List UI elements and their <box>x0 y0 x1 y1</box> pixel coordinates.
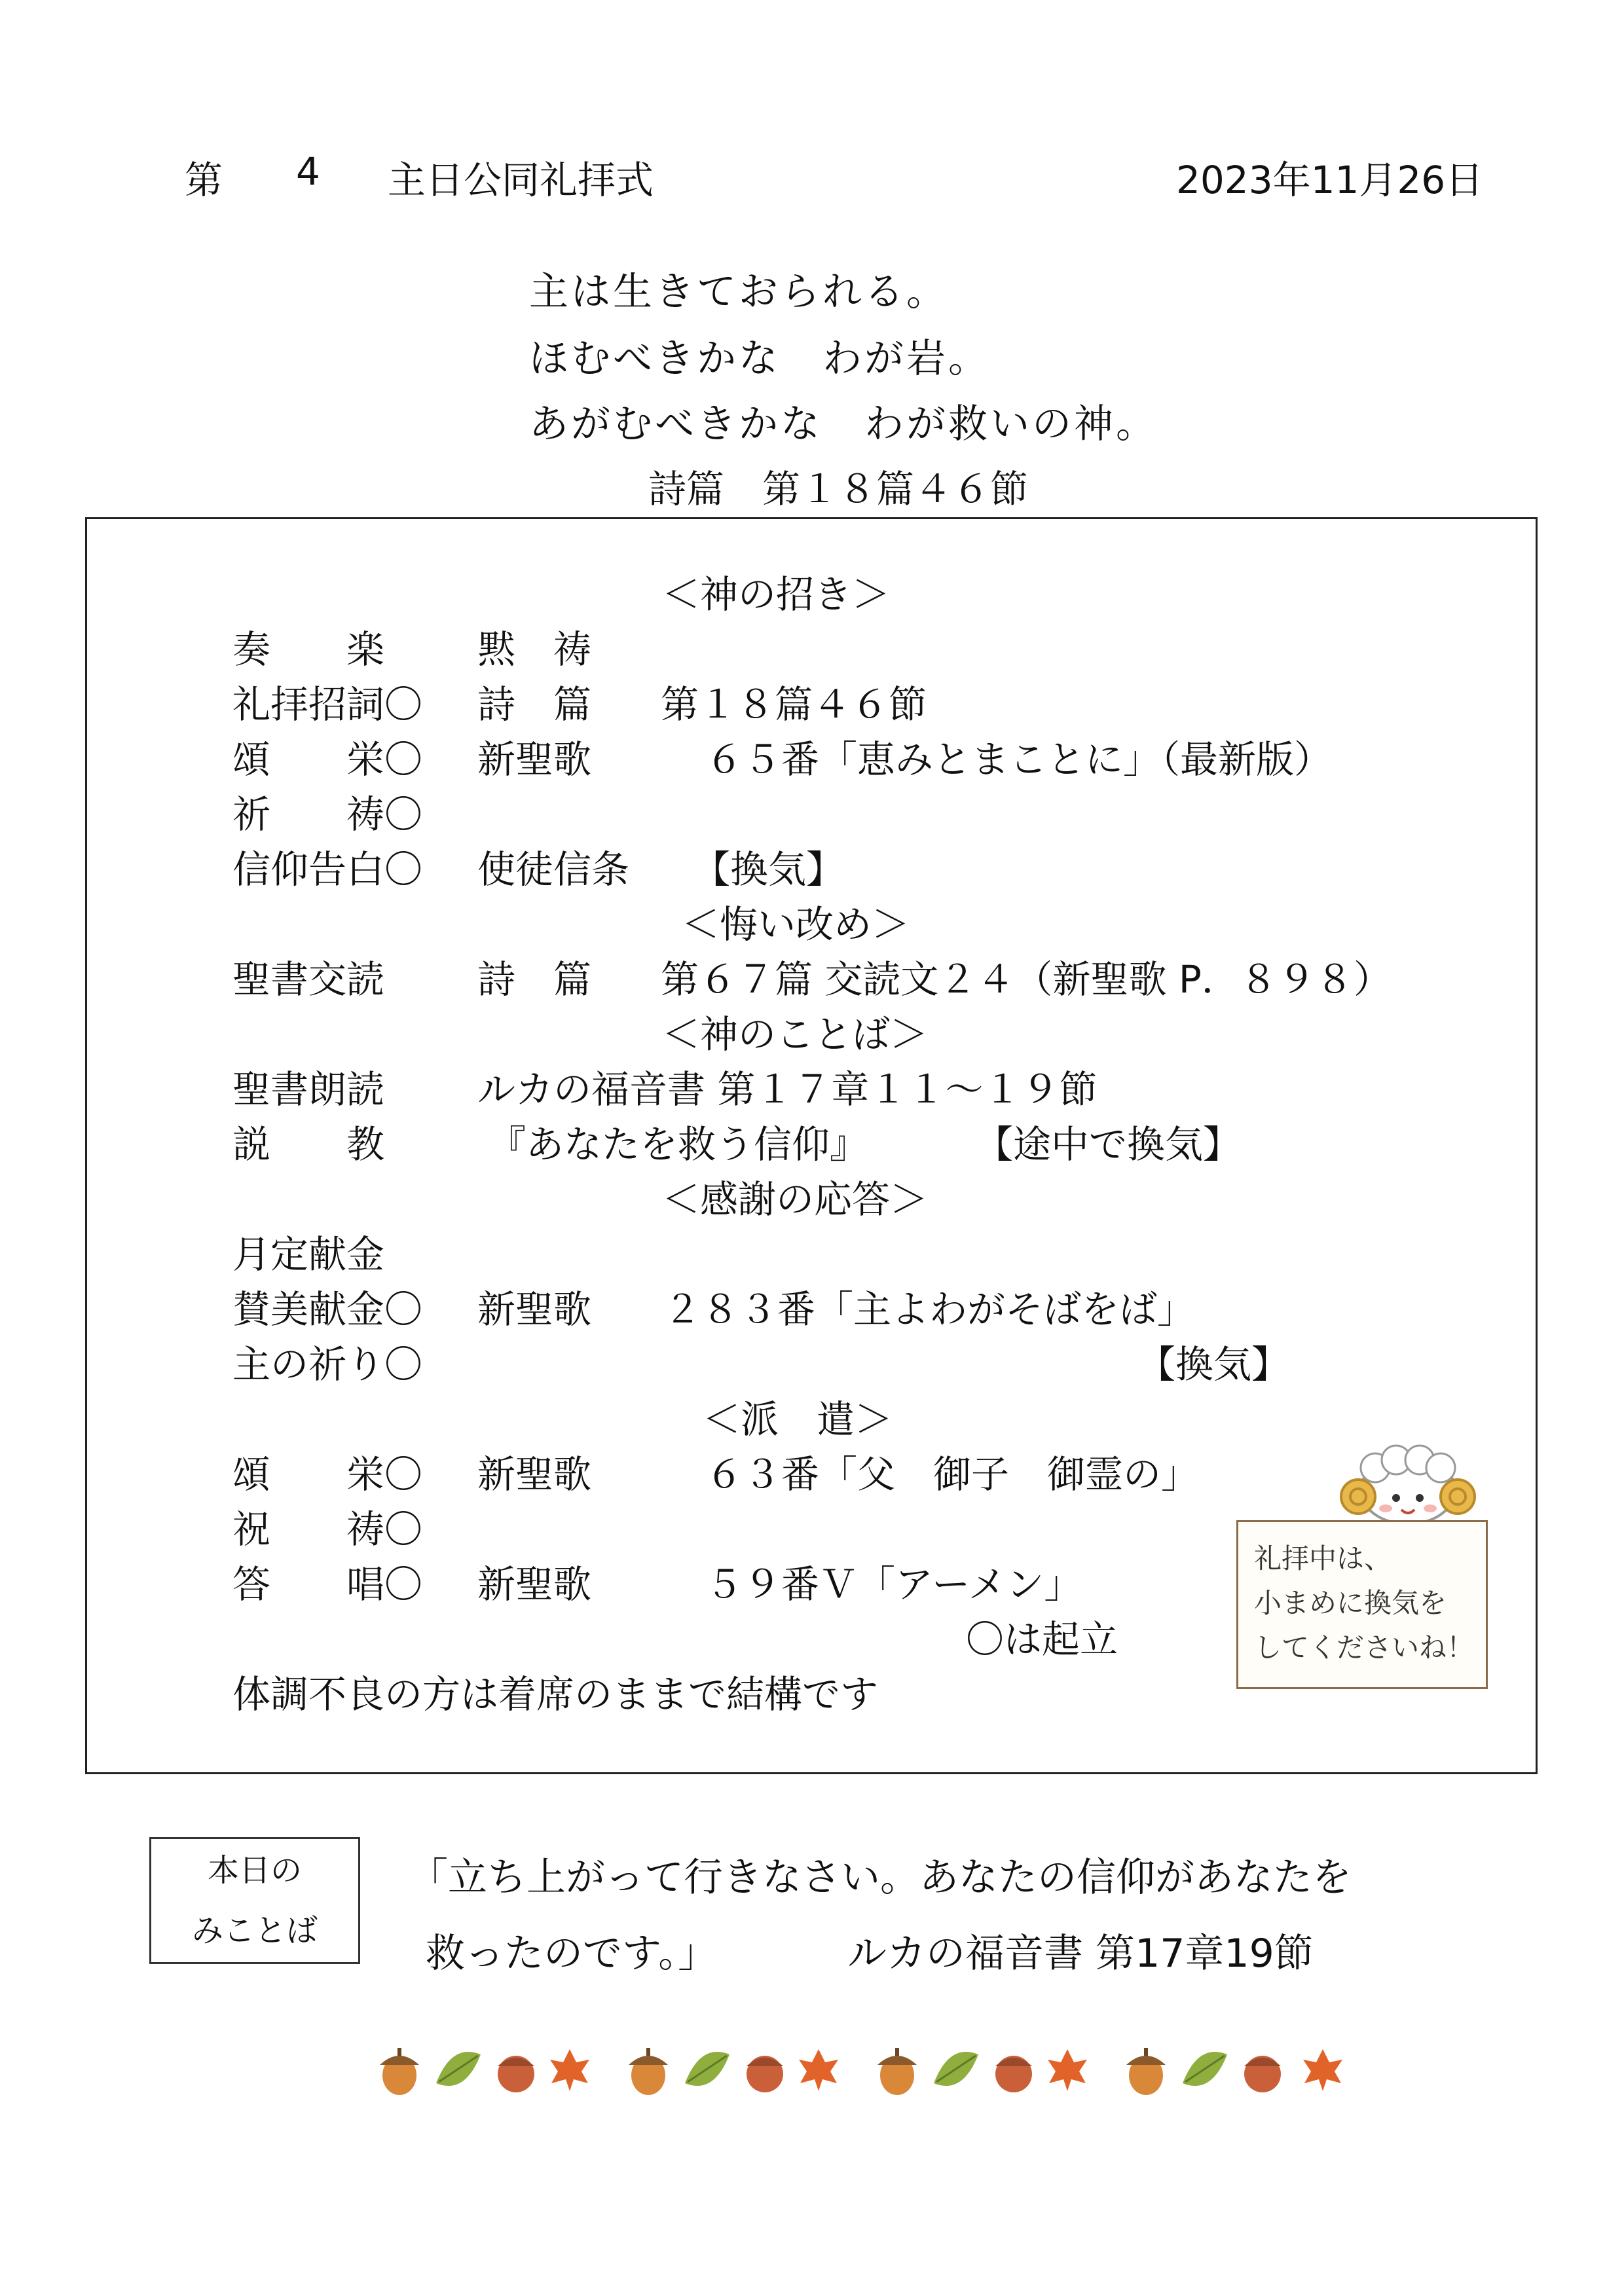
ventilation-note <box>1236 1520 1488 1689</box>
row-label: 賛美献金〇 <box>232 1287 423 1332</box>
row-label: 祈 祷〇 <box>232 792 423 837</box>
row-extra: ２８３番「主よわがそばをば」 <box>663 1287 1196 1332</box>
leaf-icon <box>685 2052 729 2086</box>
row-label: 月定献金 <box>232 1232 385 1277</box>
leaf-icon <box>436 2052 481 2086</box>
row-extra: ６３番「父 御子 御霊の」 <box>705 1452 1200 1497</box>
autumn-leaf-border <box>373 2036 1369 2102</box>
row-label: 答 唱〇 <box>232 1562 423 1607</box>
section-response: ＜感謝の応答＞ <box>662 1177 929 1222</box>
row-label: 頌 栄〇 <box>232 1452 423 1497</box>
standing-note: 〇は起立 <box>966 1617 1118 1662</box>
row-label: 聖書朗読 <box>232 1067 385 1112</box>
row-detail: 新聖歌 <box>477 737 592 782</box>
note-line: 小まめに換気を <box>1254 1587 1447 1619</box>
leaf-icon <box>934 2052 978 2086</box>
leaf-icon <box>1183 2052 1227 2086</box>
todays-word-label-line2: みことば <box>191 1912 318 1949</box>
row-detail: 使徒信条 <box>477 847 630 892</box>
row-label: 頌 栄〇 <box>232 737 423 782</box>
row-label: 祝 祷〇 <box>232 1507 423 1552</box>
row-detail: 新聖歌 <box>477 1562 592 1607</box>
section-call: ＜神の招き＞ <box>662 572 891 617</box>
maple-leaf-icon <box>550 2049 589 2091</box>
acorn-icon <box>380 2048 419 2095</box>
row-extra: 第６７篇 交読文２４（新聖歌 P．８９８） <box>661 957 1392 1002</box>
todays-word-line2: 救ったのです。」 <box>426 1931 718 1977</box>
row-label: 説 教 <box>232 1122 385 1167</box>
service-date: 2023年11月26日 <box>1176 158 1484 202</box>
verse-line-2: ほむべきかな わが岩。 <box>529 336 990 382</box>
todays-word-reference: ルカの福音書 第17章19節 <box>847 1931 1314 1977</box>
verse-reference: 詩篇 第１８篇４６節 <box>648 467 1029 511</box>
section-repentance: ＜悔い改め＞ <box>682 902 910 947</box>
acorn-icon <box>747 2056 783 2092</box>
row-detail: 詩 篇 <box>477 957 592 1002</box>
row-detail: 新聖歌 <box>477 1287 592 1332</box>
row-extra: 【換気】 <box>1137 1342 1290 1387</box>
todays-word-label-line1: 本日の <box>207 1852 302 1889</box>
row-detail: 黙 祷 <box>477 627 592 672</box>
row-extra: ６５番「恵みとまことに」（最新版） <box>705 737 1333 782</box>
row-extra: 第１８篇４６節 <box>661 682 927 727</box>
acorn-icon <box>498 2056 534 2092</box>
maple-leaf-icon <box>799 2049 838 2091</box>
section-sending: ＜派 遣＞ <box>703 1397 893 1442</box>
acorn-icon <box>995 2056 1032 2092</box>
todays-word-line1: 「立ち上がって行きなさい。あなたの信仰があなたを <box>409 1855 1352 1901</box>
row-extra: 【途中で換気】 <box>975 1122 1242 1167</box>
note-line: してくださいね！ <box>1254 1631 1475 1664</box>
service-number-label: 第 <box>185 158 223 202</box>
service-title: 主日公同礼拝式 <box>388 158 654 202</box>
acorn-icon <box>1244 2056 1281 2092</box>
row-label: 信仰告白〇 <box>232 847 423 892</box>
sheep-mascot-icon <box>1336 1438 1480 1529</box>
verse-line-1: 主は生きておられる。 <box>529 269 948 315</box>
service-number: 4 <box>296 149 320 194</box>
verse-line-3: あがむべきかな わが救いの神。 <box>529 401 1158 447</box>
acorn-icon <box>629 2048 668 2095</box>
row-label: 礼拝招詞〇 <box>232 682 423 727</box>
section-word: ＜神のことば＞ <box>662 1012 929 1057</box>
acorn-icon <box>1126 2048 1166 2095</box>
row-detail: 新聖歌 <box>477 1452 592 1497</box>
row-detail: ルカの福音書 第１７章１１～１９節 <box>477 1067 1098 1112</box>
acorn-icon <box>877 2048 917 2095</box>
health-note: 体調不良の方は着席のままで結構です <box>232 1672 879 1717</box>
row-label: 聖書交読 <box>232 957 385 1002</box>
row-detail: 詩 篇 <box>477 682 592 727</box>
row-extra: ５９番Ｖ「アーメン」 <box>705 1562 1082 1607</box>
row-label: 奏 楽 <box>232 627 385 672</box>
row-label: 主の祈り〇 <box>232 1342 423 1387</box>
note-line: 礼拝中は、 <box>1254 1542 1392 1575</box>
todays-word-label-box <box>149 1837 360 1964</box>
maple-leaf-icon <box>1303 2049 1342 2091</box>
row-detail: 『あなたを救う信仰』 <box>488 1122 868 1167</box>
maple-leaf-icon <box>1048 2049 1087 2091</box>
row-extra: 【換気】 <box>692 847 845 892</box>
